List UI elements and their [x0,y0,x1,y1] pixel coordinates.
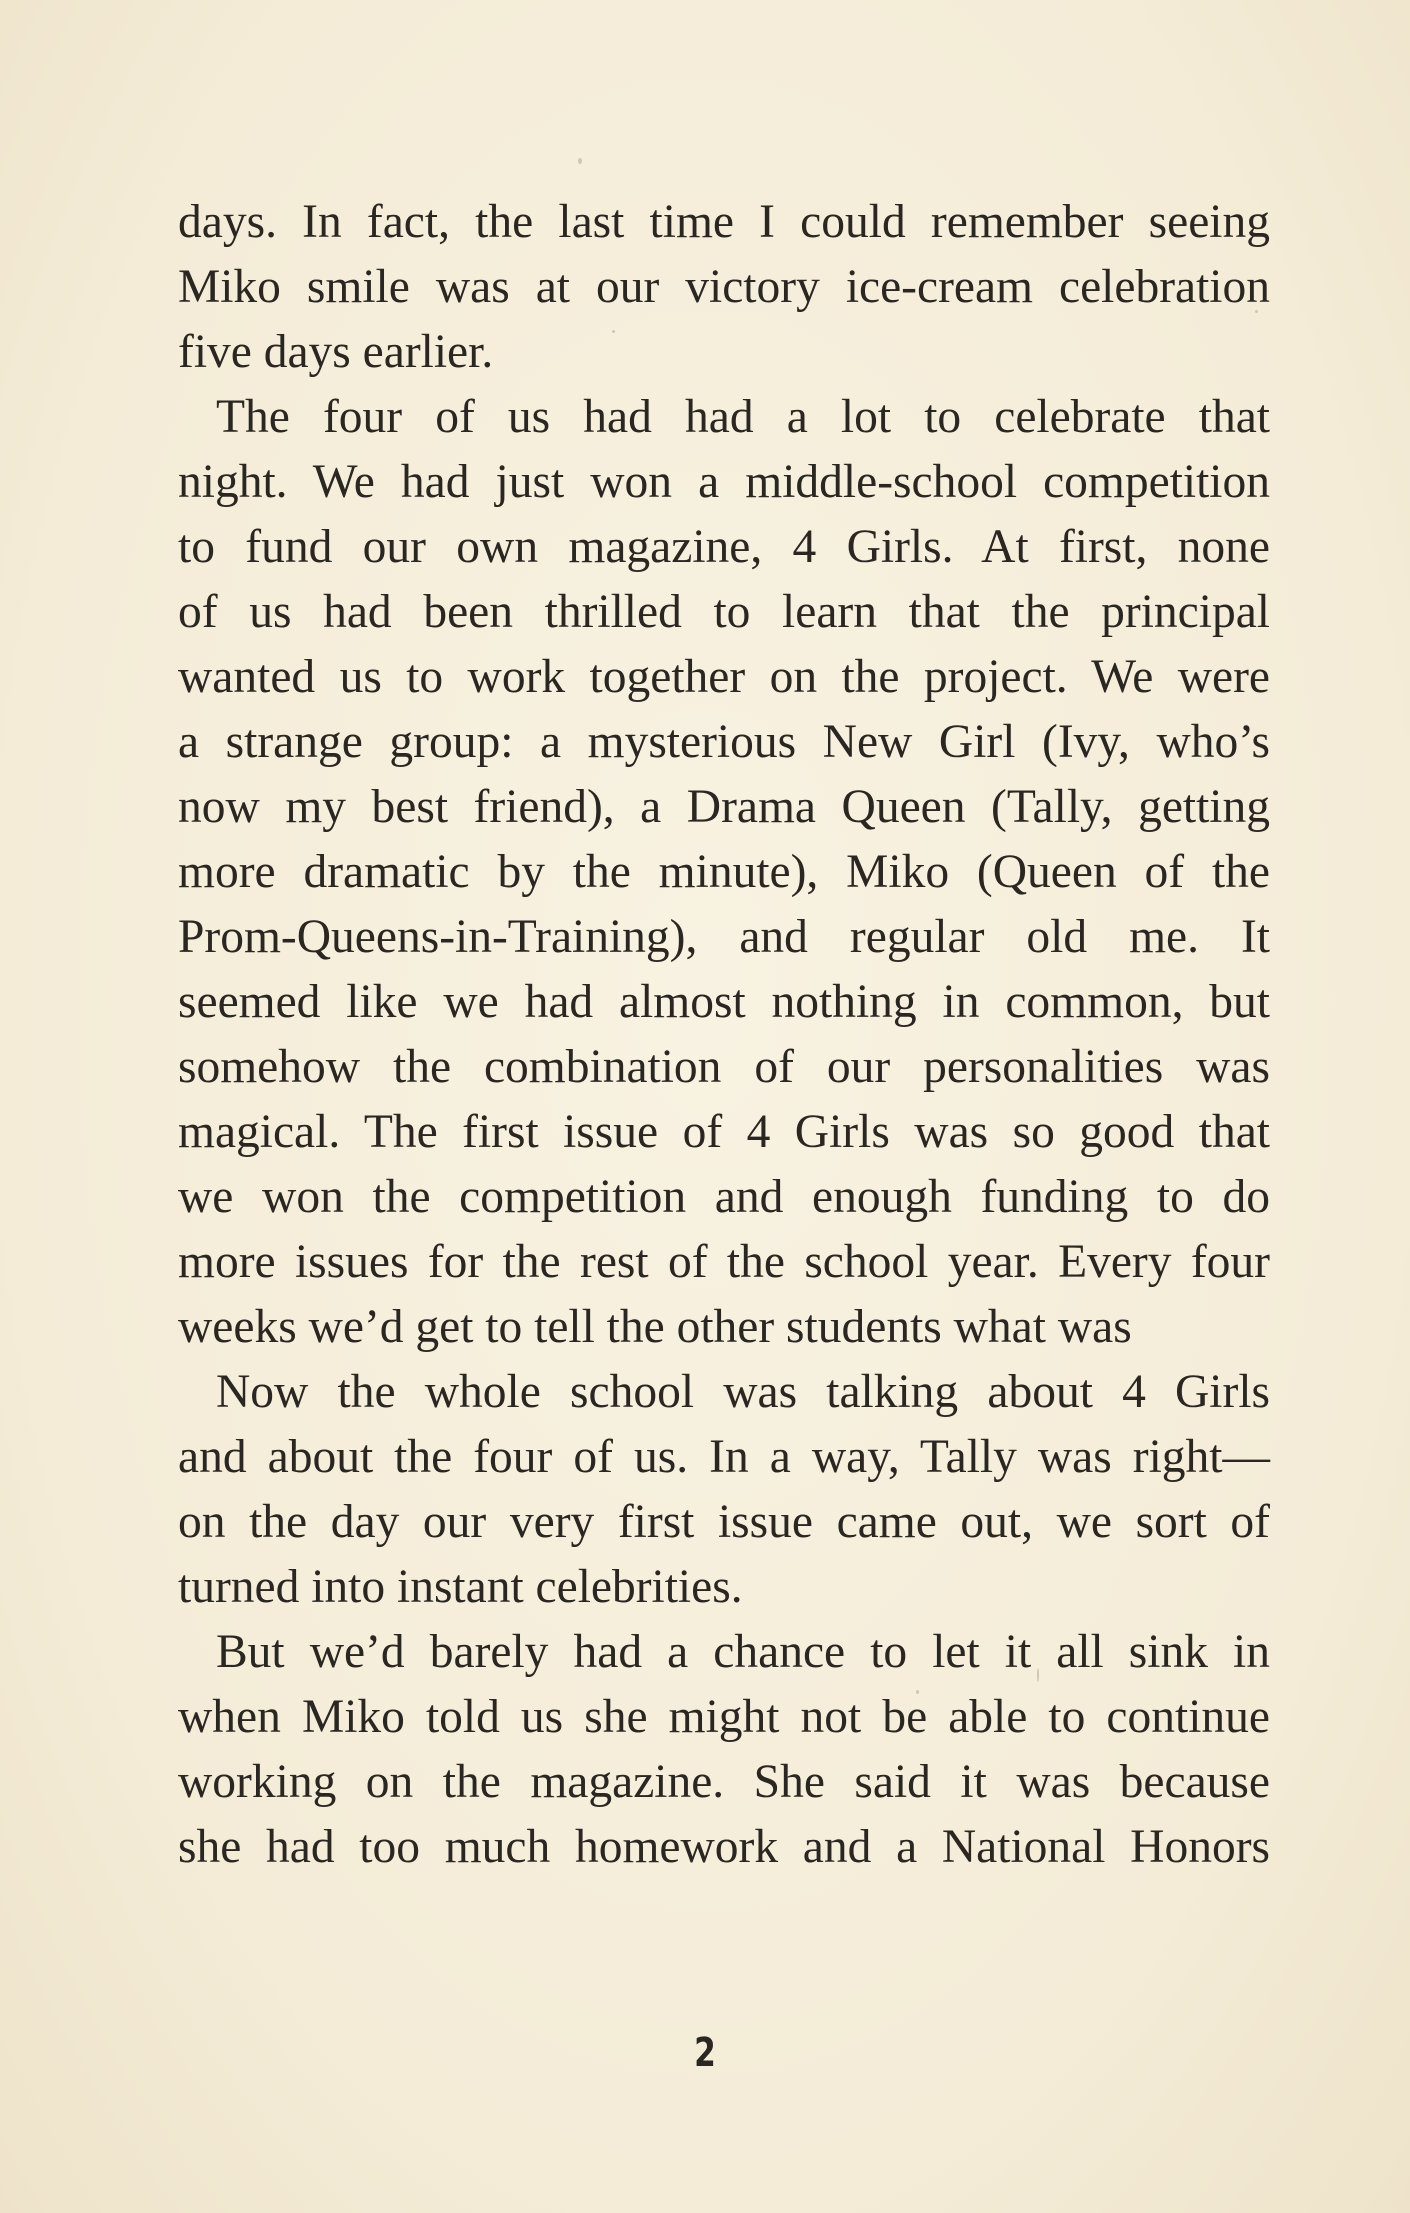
text-line-content: Now the whole school was talking about 4 Girls [216,1366,1270,1418]
text-line: seemed like we had almost nothing in common, but [178,976,1270,1028]
text-line: Prom-Queens-in-Training), and regular old me. It [178,911,1270,963]
text-line: we won the competition and enough funding to do [178,1171,1270,1223]
text-line: turned into instant celebrities. [178,1561,743,1613]
text-line [178,1360,1270,1425]
text-line: more issues for the rest of the school year. Every four [178,1236,1270,1288]
text-line: and about the four of us. In a way, Tally was right— [178,1431,1270,1483]
text-line: on the day our very first issue came out, we sort of [178,1496,1270,1548]
text-line: five days earlier. [178,326,494,378]
page-number: 2 [694,2030,716,2076]
paragraph-4 [178,1620,1270,1880]
body-text [178,190,1270,1880]
paragraph-2 [178,385,1270,1360]
text-line: Miko smile was at our victory ice-cream celebration [178,261,1270,313]
text-line: when Miko told us she might not be able to continue [178,1691,1270,1743]
text-line: a strange group: a mysterious New Girl (Ivy, who’s [178,716,1270,768]
text-line: night. We had just won a middle-school competition [178,456,1270,508]
text-line: to fund our own magazine, 4 Girls. At first, none [178,521,1270,573]
text-line: of us had been thrilled to learn that the principal [178,586,1270,638]
text-line: she had too much homework and a National Honors [178,1821,1270,1873]
text-line: days. In fact, the last time I could remember seeing [178,196,1270,248]
paragraph-1 [178,190,1270,385]
text-line: wanted us to work together on the project. We were [178,651,1270,703]
text-line: working on the magazine. She said it was because [178,1756,1270,1808]
text-line: now my best friend), a Drama Queen (Tally, getting [178,781,1270,833]
text-line: more dramatic by the minute), Miko (Queen of the [178,846,1270,898]
paper-speck [578,158,582,164]
text-line-content: But we’d barely had a chance to let it all sink in [216,1626,1270,1678]
text-line-content: The four of us had had a lot to celebrate that [216,391,1270,443]
text-line [178,1620,1270,1685]
text-line: somehow the combination of our personalities was [178,1041,1270,1093]
text-line [178,385,1270,450]
text-line: weeks we’d get to tell the other students what was [178,1301,1132,1353]
paragraph-3 [178,1360,1270,1620]
text-line: magical. The first issue of 4 Girls was so good that [178,1106,1270,1158]
